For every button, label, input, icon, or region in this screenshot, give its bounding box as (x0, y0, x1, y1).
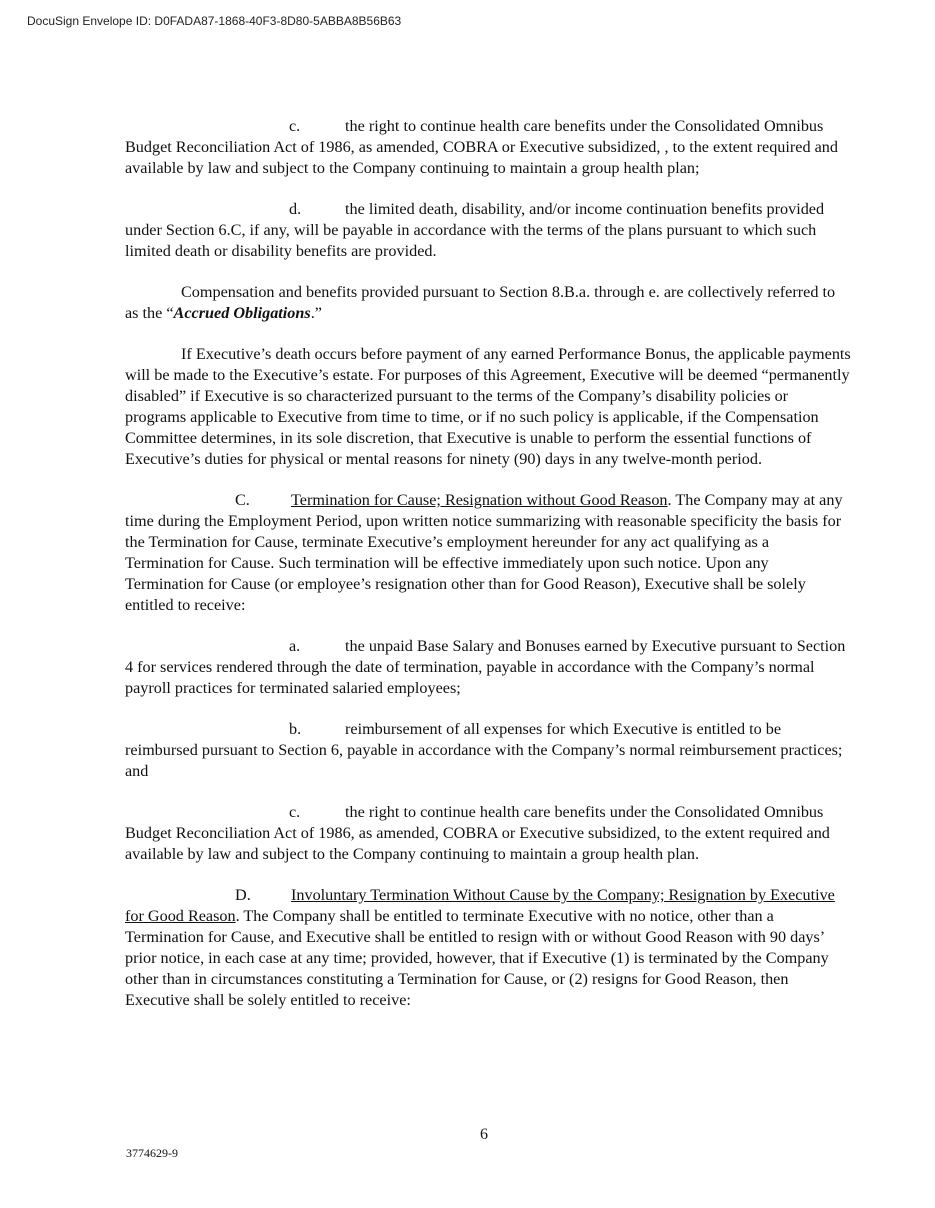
list-item-d-death-disability (125, 199, 851, 262)
paragraph-text: If Executive’s death occurs before payment of any earned Performance Bonus, the applicable payments will be made to the Executive’s estate. For purposes of this Agreement, Executive will be deemed “permanently disabled” if Executive is so characterized pursuant to the terms of the Company’s disability policies or programs applicable to Executive from time to time, or if no such policy is applicable, if the Compensation Committee determines, in its sole discretion, that Executive is unable to perform the essential functions of Executive’s duties for physical or mental reasons for ninety (90) days in any twelve-month period. (125, 345, 851, 468)
list-item-c-health-benefits-2 (125, 802, 851, 865)
list-item-text: the unpaid Base Salary and Bonuses earned by Executive pursuant to Section 4 for services rendered through the date of termination, payable in accordance with the Company’s normal payroll practices for terminated salaried employees; (125, 637, 846, 697)
list-item-a-unpaid-salary (125, 636, 851, 699)
section-heading: Termination for Cause; Resignation without Good Reason (291, 491, 668, 509)
paragraph-text-end: .” (310, 304, 322, 322)
section-text: . The Company shall be entitled to terminate Executive with no notice, other than a Termination for Cause, and Executive shall be entitled to resign with or without Good Reason with 90 days’ prior notice, in each case at any time; provided, however, that if Executive (1) is terminated by the Company other than in circumstances constituting a Termination for Cause, or (2) resigns for Good Reason, then Executive shall be solely entitled to receive: (125, 907, 829, 1009)
list-marker: d. (289, 200, 302, 218)
list-marker: c. (289, 117, 301, 135)
document-id-footer: 3774629-9 (126, 1146, 178, 1160)
death-disability-paragraph (125, 344, 851, 470)
list-item-c-health-benefits (125, 116, 851, 179)
page-number: 6 (480, 1126, 488, 1143)
defined-term: Accrued Obligations (173, 304, 311, 322)
list-item-text: reimbursement of all expenses for which Executive is entitled to be reimbursed pursuant to Section 6, payable in accordance with the Company’s normal reimbursement practices; and (125, 720, 843, 780)
list-marker: a. (289, 637, 301, 655)
list-marker: b. (289, 720, 302, 738)
section-c-termination-for-cause (125, 490, 851, 616)
list-item-text: the limited death, disability, and/or income continuation benefits provided under Section 6.C, if any, will be payable in accordance with the terms of the plans pursuant to which such limited death or disability benefits are provided. (125, 200, 825, 260)
section-d-involuntary-termination (125, 885, 851, 1011)
list-item-text: the right to continue health care benefits under the Consolidated Omnibus Budget Reconciliation Act of 1986, as amended, COBRA or Executive subsidized, , to the extent required and available by law and subject to the Company continuing to maintain a group health plan; (125, 117, 838, 177)
paragraph-text: Compensation and benefits provided pursuant to Section 8.B.a. through e. are collectively referred to as the “ (125, 283, 836, 322)
section-marker: D. (235, 886, 251, 904)
section-heading: Involuntary Termination Without Cause by the Company; Resignation by Executive for Good Reason (125, 886, 835, 925)
document-body (125, 116, 851, 1031)
envelope-id-header: DocuSign Envelope ID: D0FADA87-1868-40F3-8D80-5ABBA8B56B63 (27, 14, 402, 28)
accrued-obligations-paragraph (125, 282, 851, 324)
section-text: . The Company may at any time during the Employment Period, upon written notice summarizing with reasonable specificity the basis for the Termination for Cause, terminate Executive’s employment hereunder for any act qualifying as a Termination for Cause. Such termination will be effective immediately upon such notice. Upon any Termination for Cause (or employee’s resignation other than for Good Reason), Executive shall be solely entitled to receive: (125, 491, 843, 614)
list-item-b-reimbursement (125, 719, 851, 782)
list-item-text: the right to continue health care benefits under the Consolidated Omnibus Budget Reconciliation Act of 1986, as amended, COBRA or Executive subsidized, to the extent required and available by law and subject to the Company continuing to maintain a group health plan. (125, 803, 830, 863)
section-marker: C. (235, 491, 250, 509)
list-marker: c. (289, 803, 301, 821)
